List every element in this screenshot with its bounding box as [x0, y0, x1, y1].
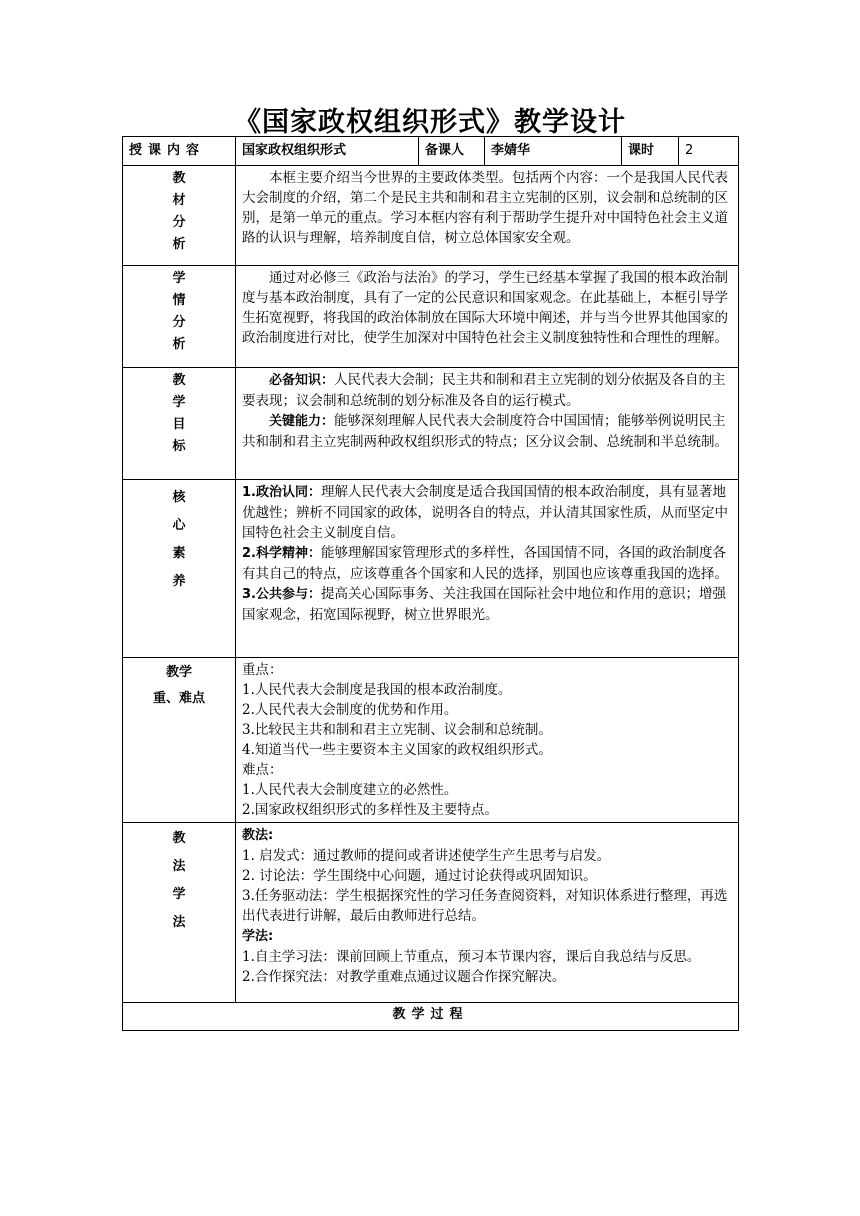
focus-item: 2.人民代表大会制度的优势和作用。 — [242, 702, 458, 718]
hours-label: 课时 — [622, 137, 679, 166]
process-heading: 教学过程 — [123, 1003, 739, 1031]
process-row — [123, 1003, 739, 1031]
keypoints-text — [236, 658, 739, 823]
ability-text: 能够深刻理解人民代表大会制度符合中国国情；能够举例说明民主共和制和君主立宪制两种政权组织形式的特点；区分议会制、总统制和半总统制。 — [242, 413, 728, 450]
learning-method-item: 2.合作探究法：对教学重难点通过议题合作探究解决。 — [242, 969, 566, 985]
knowledge-text: 人民代表大会制；民主共和制和君主立宪制的划分依据及各自的主要表现；议会制和总统制的划分标准及各自的运行模式。 — [242, 372, 726, 409]
methods-text — [236, 823, 739, 1003]
keypoints-label: 教学 重、难点 — [123, 658, 236, 823]
learner-text: 通过对必修三《政治与法治》的学习，学生已经基本掌握了我国的根本政治制度与基本政治制度，具有了一定的公民意识和国家观念。在此基础上，本框引导学生拓宽视野，将我国的政治体制放在国际大环境中阐述，并与当今世界其他国家的政治制度进行对比，使学生加深对中国特色社会主义制度独特性和合理性的理解。 — [236, 266, 739, 368]
course-name: 国家政权组织形式 — [236, 137, 419, 166]
lesson-plan-table — [122, 136, 739, 1031]
difficulty-label: 难点： — [242, 762, 283, 778]
identity-text: 理解人民代表大会制度是适合我国国情的根本政治制度，具有显著地优越性；辨析不同国家的政体，说明各自的特点，并认清其国家性质，从而坚定中国特色社会主义制度自信。 — [242, 484, 728, 541]
science-text: 能够理解国家管理形式的多样性，各国国情不同，各国的政治制度各有其自己的特点，应该尊重各个国家和人民的选择，别国也应该尊重我国的选择。 — [242, 545, 728, 582]
material-row — [123, 166, 739, 266]
teaching-methods-heading: 教法: — [242, 828, 274, 843]
learner-label: 学 情 分 析 — [123, 266, 236, 368]
participation-heading: 3.公共参与： — [242, 587, 321, 602]
teaching-method-item: 2. 讨论法：学生围绕中心问题，通过讨论获得或巩固知识。 — [242, 868, 597, 884]
focus-item: 3.比较民主共和制和君主立宪制、议会制和总统制。 — [242, 722, 552, 738]
learning-method-item: 1.自主学习法：课前回顾上节重点，预习本节课内容，课后自我总结与反思。 — [242, 949, 701, 965]
objectives-row — [123, 368, 739, 480]
methods-row — [123, 823, 739, 1003]
difficulty-item: 2.国家政权组织形式的多样性及主要特点。 — [242, 802, 498, 818]
keypoints-row — [123, 658, 739, 823]
literacy-text — [236, 480, 739, 658]
difficulty-item: 1.人民代表大会制度建立的必然性。 — [242, 782, 458, 798]
objectives-text — [236, 368, 739, 480]
learner-row — [123, 266, 739, 368]
course-label: 授课内容 — [123, 137, 236, 166]
science-heading: 2.科学精神： — [242, 546, 321, 561]
objectives-label: 教 学 目 标 — [123, 368, 236, 480]
methods-label: 教 法 学 法 — [123, 823, 236, 1003]
page-title: 《国家政权组织形式》教学设计 — [234, 107, 626, 138]
focus-label: 重点： — [242, 662, 283, 678]
teaching-method-item: 1. 启发式：通过教师的提问或者讲述使学生产生思考与启发。 — [242, 848, 611, 864]
ability-heading: 关键能力： — [269, 414, 335, 429]
identity-heading: 1.政治认同： — [242, 485, 321, 500]
preparer-name: 李婧华 — [485, 137, 622, 166]
focus-item: 1.人民代表大会制度是我国的根本政治制度。 — [242, 682, 512, 698]
participation-text: 提高关心国际事务、关注我国在国际社会中地位和作用的意识；增强国家观念，拓宽国际视野，树立世界眼光。 — [242, 586, 726, 623]
focus-item: 4.知道当代一些主要资本主义国家的政权组织形式。 — [242, 742, 552, 758]
material-label: 教 材 分 析 — [123, 166, 236, 266]
teaching-method-item: 3.任务驱动法：学生根据探究性的学习任务查阅资料，对知识体系进行整理，再选出代表进行讲解，最后由教师进行总结。 — [242, 888, 728, 924]
material-text: 本框主要介绍当今世界的主要政体类型。包括两个内容：一个是我国人民代表大会制度的介绍，第二个是民主共和制和君主立宪制的区别，议会制和总统制的区别，是第一单元的重点。学习本框内容有利于帮助学生提升对中国特色社会主义道路的认识与理解，培养制度自信，树立总体国家安全观。 — [236, 166, 739, 266]
learning-methods-heading: 学法: — [242, 929, 274, 944]
preparer-label: 备课人 — [419, 137, 485, 166]
knowledge-heading: 必备知识： — [269, 373, 335, 388]
literacy-label: 核 心 素 养 — [123, 480, 236, 658]
literacy-row — [123, 480, 739, 658]
hours-value: 2 — [679, 137, 739, 166]
header-row — [123, 137, 739, 166]
